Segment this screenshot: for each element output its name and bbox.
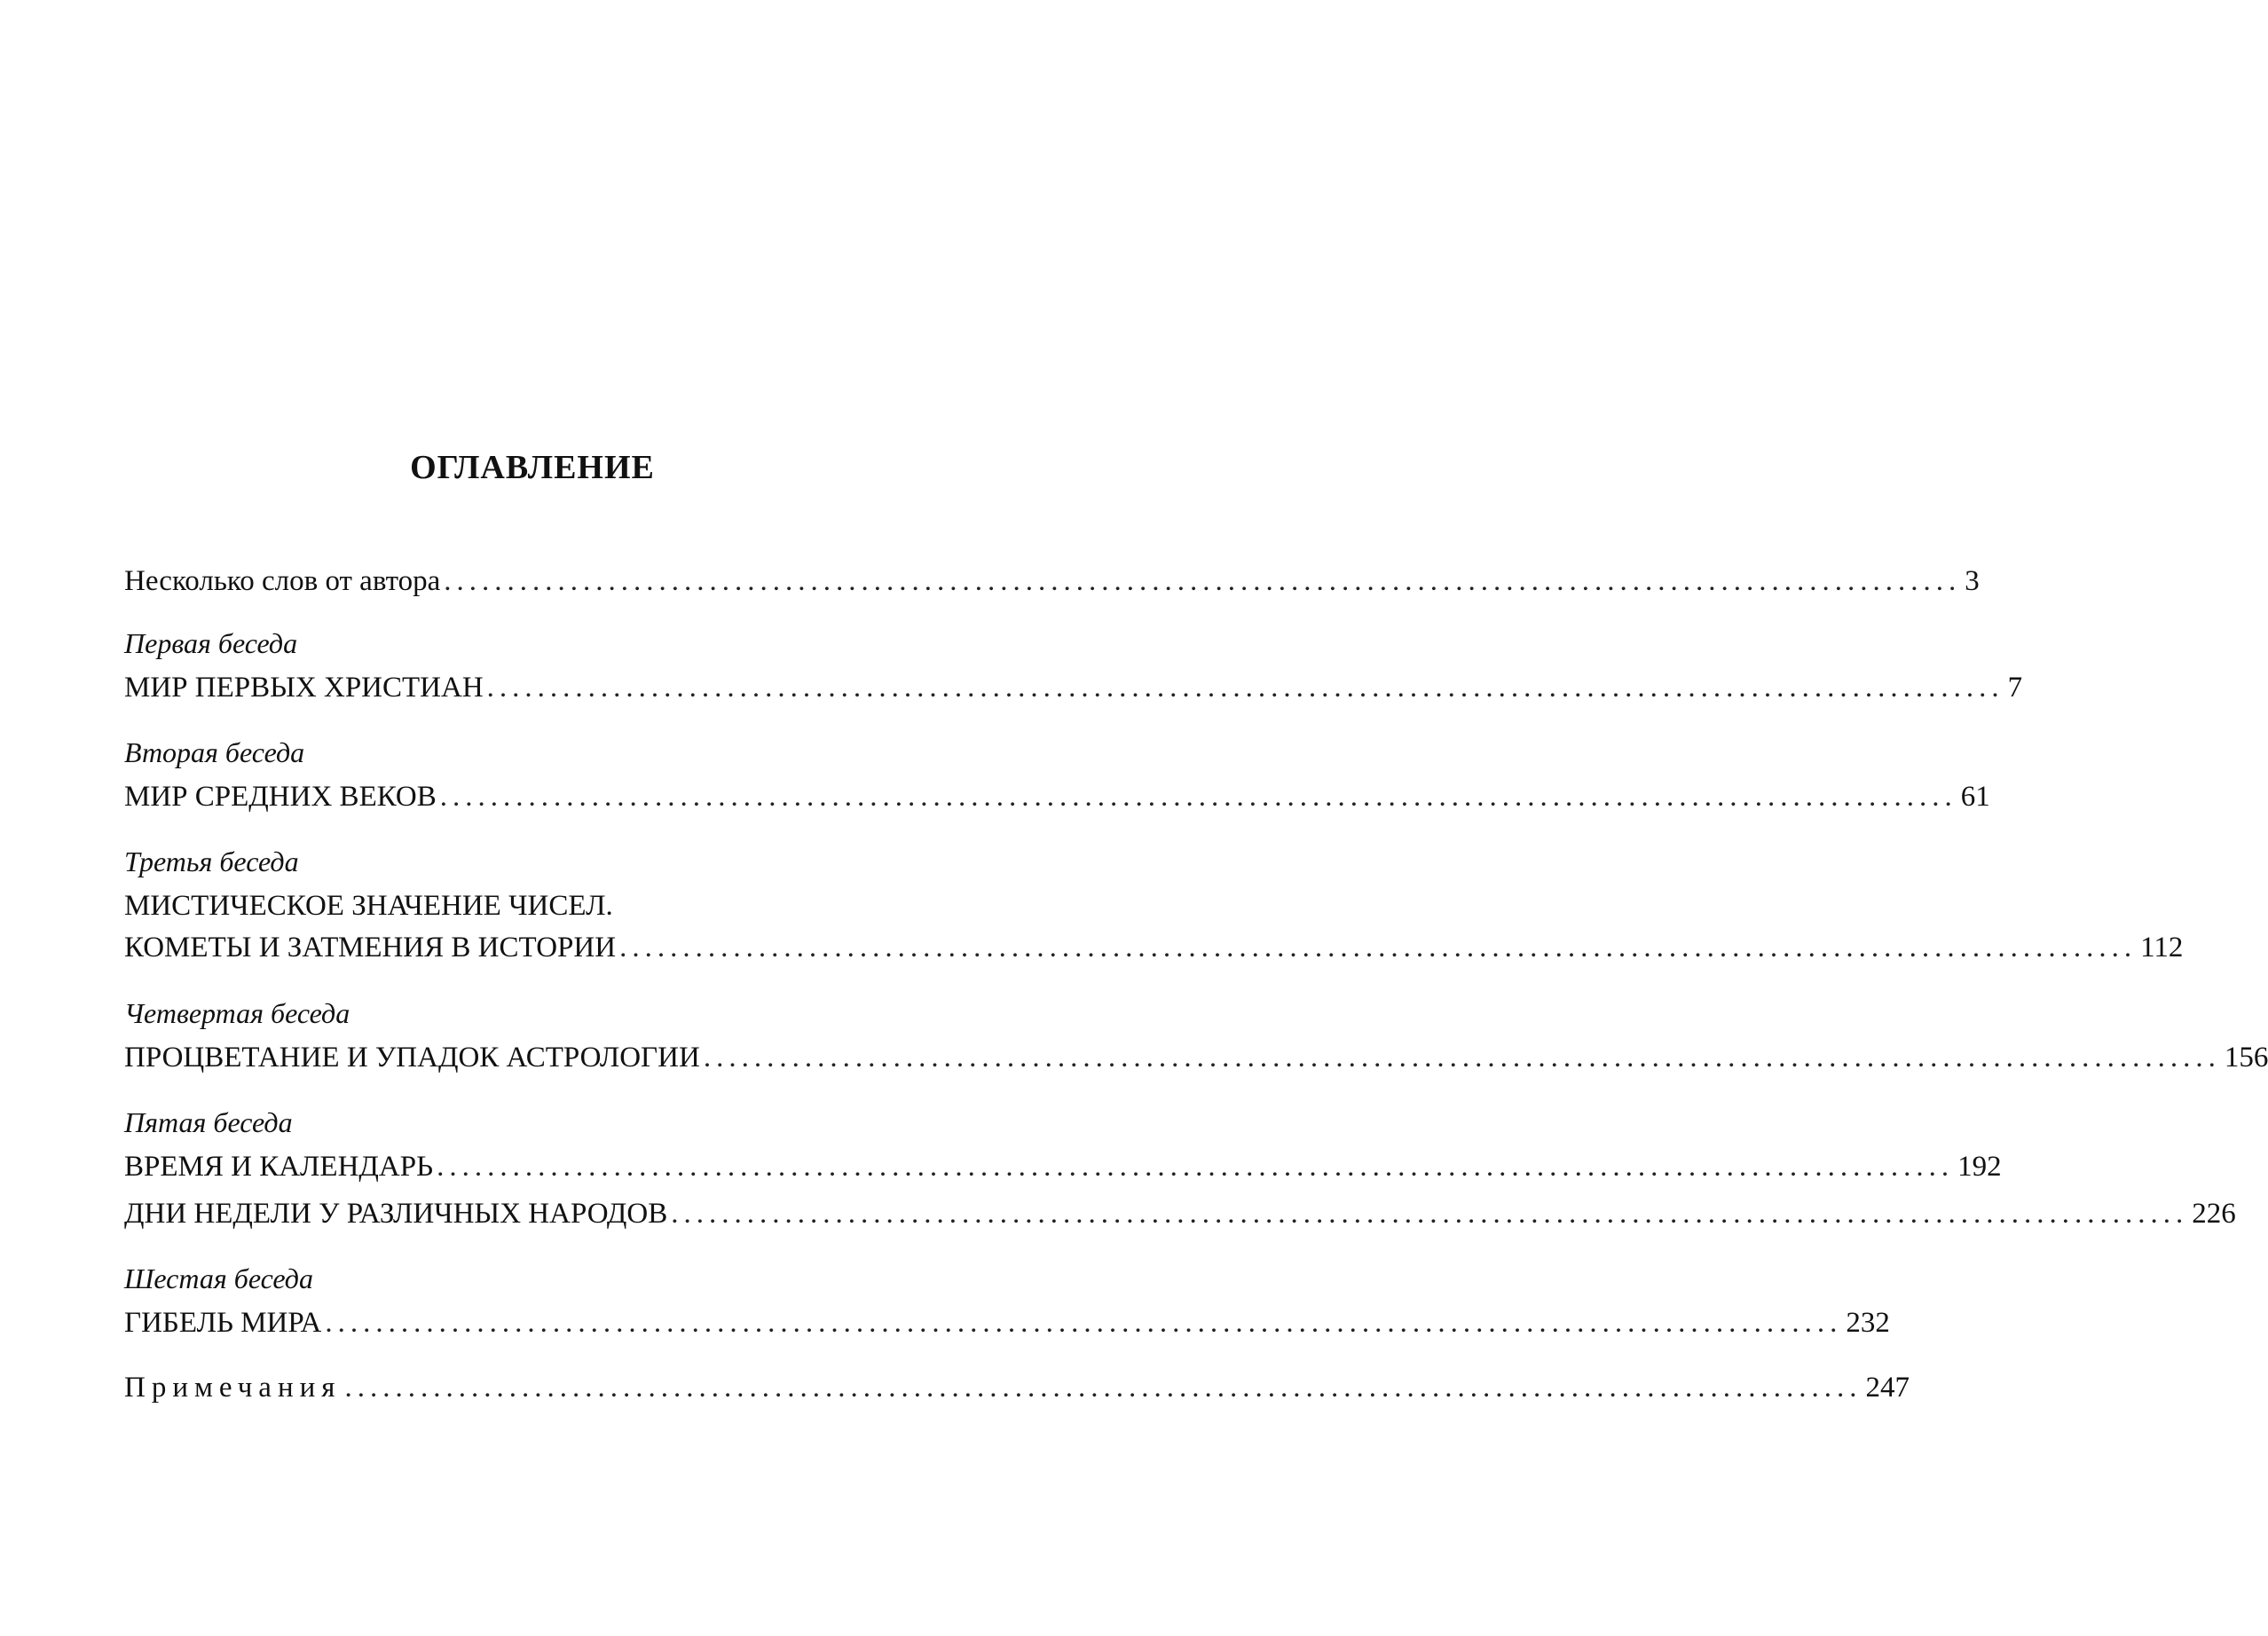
section-label-fifth: Пятая беседа [124, 1106, 293, 1138]
dot-leader: ........................................................................................................................ [325, 1307, 1843, 1339]
entry-page-number: 61 [1960, 781, 1990, 813]
entry-title-line1: МИСТИЧЕСКОЕ ЗНАЧЕНИЕ ЧИСЕЛ. [124, 890, 613, 922]
entry-title: ПРОЦВЕТАНИЕ И УПАДОК АСТРОЛОГИИ [124, 1042, 700, 1074]
dot-leader: ........................................................................................................................ [486, 672, 2004, 704]
toc-entry-second[interactable] [124, 779, 1990, 814]
toc-entry-first[interactable] [124, 670, 2023, 705]
entry-page-number: 7 [2007, 672, 2023, 704]
page-title: ОГЛАВЛЕНИЕ [410, 449, 655, 486]
dot-leader: ........................................................................................................................ [619, 932, 2138, 964]
toc-entry-sixth[interactable] [124, 1305, 1890, 1341]
toc-entry-intro[interactable] [124, 563, 1980, 599]
entry-title: КОМЕТЫ И ЗАТМЕНИЯ В ИСТОРИИ [124, 932, 617, 964]
dot-leader: ........................................................................................................................ [344, 1372, 1862, 1404]
section-label-second: Вторая беседа [124, 736, 305, 768]
entry-page-number: 247 [1865, 1372, 1910, 1404]
toc-entry-fifth-2[interactable] [124, 1196, 2236, 1231]
dot-leader: ........................................................................................................................ [439, 781, 1957, 813]
dot-leader: ........................................................................................................................ [437, 1151, 1955, 1183]
entry-page-number: 232 [1846, 1307, 1890, 1339]
toc-entry-fifth[interactable] [124, 1149, 2002, 1184]
entry-title: ДНИ НЕДЕЛИ У РАЗЛИЧНЫХ НАРОДОВ [124, 1198, 668, 1230]
dot-leader: ........................................................................................................................ [444, 565, 1962, 597]
section-label-sixth: Шестая беседа [124, 1262, 313, 1294]
entry-page-number: 226 [2192, 1198, 2236, 1230]
entry-page-number: 156 [2224, 1042, 2268, 1074]
toc-entry-third[interactable] [124, 930, 2184, 965]
entry-title: ВРЕМЯ И КАЛЕНДАРЬ [124, 1151, 434, 1183]
entry-page-number: 112 [2140, 932, 2184, 964]
section-label-third: Третья беседа [124, 846, 299, 877]
entry-page-number: 192 [1957, 1151, 2002, 1183]
section-label-fourth: Четвертая беседа [124, 997, 350, 1029]
dot-leader: ........................................................................................................................ [703, 1042, 2221, 1074]
entry-title: МИР СРЕДНИХ ВЕКОВ [124, 781, 437, 813]
entry-title: Примечания [124, 1372, 342, 1404]
toc-entry-fourth[interactable] [124, 1040, 2268, 1075]
entry-title: МИР ПЕРВЫХ ХРИСТИАН [124, 672, 484, 704]
section-label-first: Первая беседа [124, 627, 298, 659]
toc-entry-notes[interactable] [124, 1370, 1910, 1405]
entry-title: Несколько слов от автора [124, 565, 441, 597]
entry-title: ГИБЕЛЬ МИРА [124, 1307, 322, 1339]
dot-leader: ........................................................................................................................ [671, 1198, 2189, 1230]
entry-page-number: 3 [1965, 565, 1980, 597]
